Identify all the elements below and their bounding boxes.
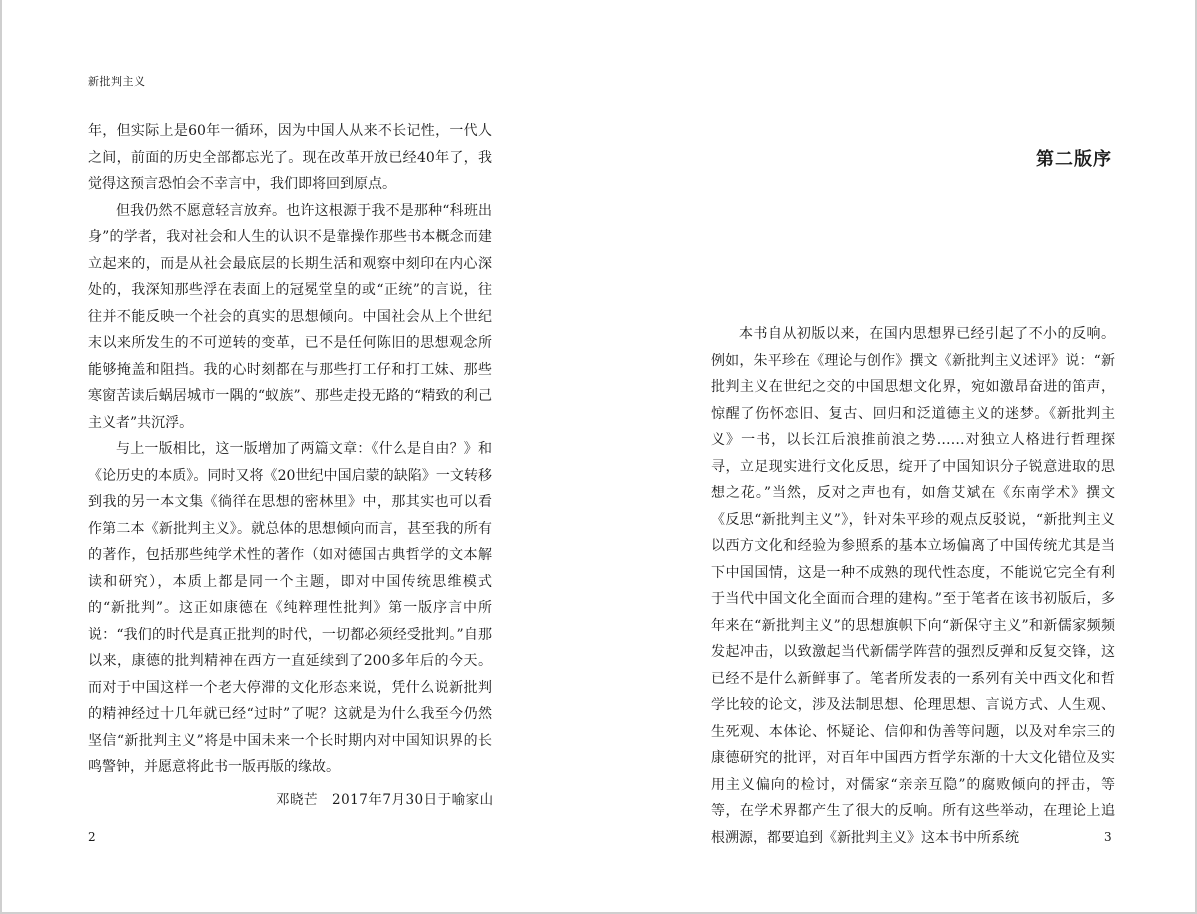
page-number: 2 xyxy=(88,830,96,844)
right-page xyxy=(598,0,1197,914)
paragraph: 与上一版相比，这一版增加了两篇文章：《什么是自由？》和《论历史的本质》。同时又将《20世纪中国启蒙的缺陷》一文转移到我的另一本文集《徜徉在思想的密林里》中，那其实也可以看作第二本《新批判主义》。就总体的思想倾向而言，甚至我的所有的著作，包括那些纯学术性的著作（如对德国古典哲学的文本解读和研究），本质上都是同一个主题，即对中国传统思维模式的“新批判”。这正如康德在《纯粹理性批判》第一版序言中所说：“我们的时代是真正批判的时代，一切都必须经受批判。”自那以来，康德的批判精神在西方一直延续到了200多年后的今天。而对于中国这样一个老大停滞的文化形态来说，凭什么说新批判的精神经过十几年就已经“过时”了呢？这就是为什么我至今仍然坚信“新批判主义”将是中国未来一个长时期内对中国知识界的长鸣警钟，并愿意将此书一版再版的缘故。 xyxy=(88,441,492,775)
left-page xyxy=(0,0,598,914)
paragraph: 但我仍然不愿意轻言放弃。也许这根源于我不是那种“科班出身”的学者，我对社会和人生的认识不是靠操作那些书本概念而建立起来的，而是从社会最底层的长期生活和观察中刻印在内心深处的，我深知那些浮在表面上的冠冕堂皇的或“正统”的言说，往往并不能反映一个社会的真实的思想倾向。中国社会从上个世纪末以来所发生的不可逆转的变革，已不是任何陈旧的思想观念所能够掩盖和阻挡。我的心时刻都在与那些打工仔和打工妹、那些寒窗苦读后蜗居城市一隅的“蚁族”、那些走投无路的“精致的利己主义者”共沉浮。 xyxy=(88,202,492,431)
page-number: 3 xyxy=(1104,830,1112,844)
paragraph: 年，但实际上是60年一循环，因为中国人从来不长记性，一代人之间，前面的历史全部都忘光了。现在改革开放已经40年了，我觉得这预言恐怕会不幸言中，我们即将回到原点。 xyxy=(88,123,492,192)
running-head: 新批判主义 xyxy=(88,75,146,88)
author-signature: 邓晓芒 2017年7月30日于喻家山 xyxy=(276,792,494,808)
chapter-title: 第二版序 xyxy=(1036,149,1112,170)
left-page-body xyxy=(88,118,492,781)
right-page-body xyxy=(711,321,1115,851)
paragraph: 本书自从初版以来，在国内思想界已经引起了不小的反响。例如，朱平珍在《理论与创作》撰文《新批判主义述评》说：“新批判主义在世纪之交的中国思想文化界，宛如激昂奋进的笛声，惊醒了伤怀恋旧、复古、回归和泛道德主义的迷梦。《新批判主义》一书，以长江后浪推前浪之势……对独立人格进行哲理探寻，立足现实进行文化反思，绽开了中国知识分子锐意进取的思想之花。”当然，反对之声也有，如詹艾斌在《东南学术》撰文《反思“新批判主义”》，针对朱平珍的观点反驳说，“新批判主义以西方文化和经验为参照系的基本立场偏离了中国传统尤其是当下中国国情，这是一种不成熟的现代性态度，不能说它完全有利于当代中国文化全面而合理的建构。”至于笔者在该书初版后，多年来在“新批判主义”的思想旗帜下向“新保守主义”和新儒家频频发起冲击，以致激起当代新儒学阵营的强烈反弹和反复交锋，这已经不是什么新鲜事了。笔者所发表的一系列有关中西文化和哲学比较的论文，涉及法制思想、伦理思想、言说方式、人生观、生死观、本体论、怀疑论、信仰和伪善等问题，以及对牟宗三的康德研究的批评，对百年中国西方哲学东渐的十大文化错位及实用主义偏向的检讨，对儒家“亲亲互隐”的腐败倾向的抨击，等等，在学术界都产生了很大的反响。所有这些举动，在理论上追根溯源，都要追到《新批判主义》这本书中所系统 xyxy=(711,326,1115,846)
